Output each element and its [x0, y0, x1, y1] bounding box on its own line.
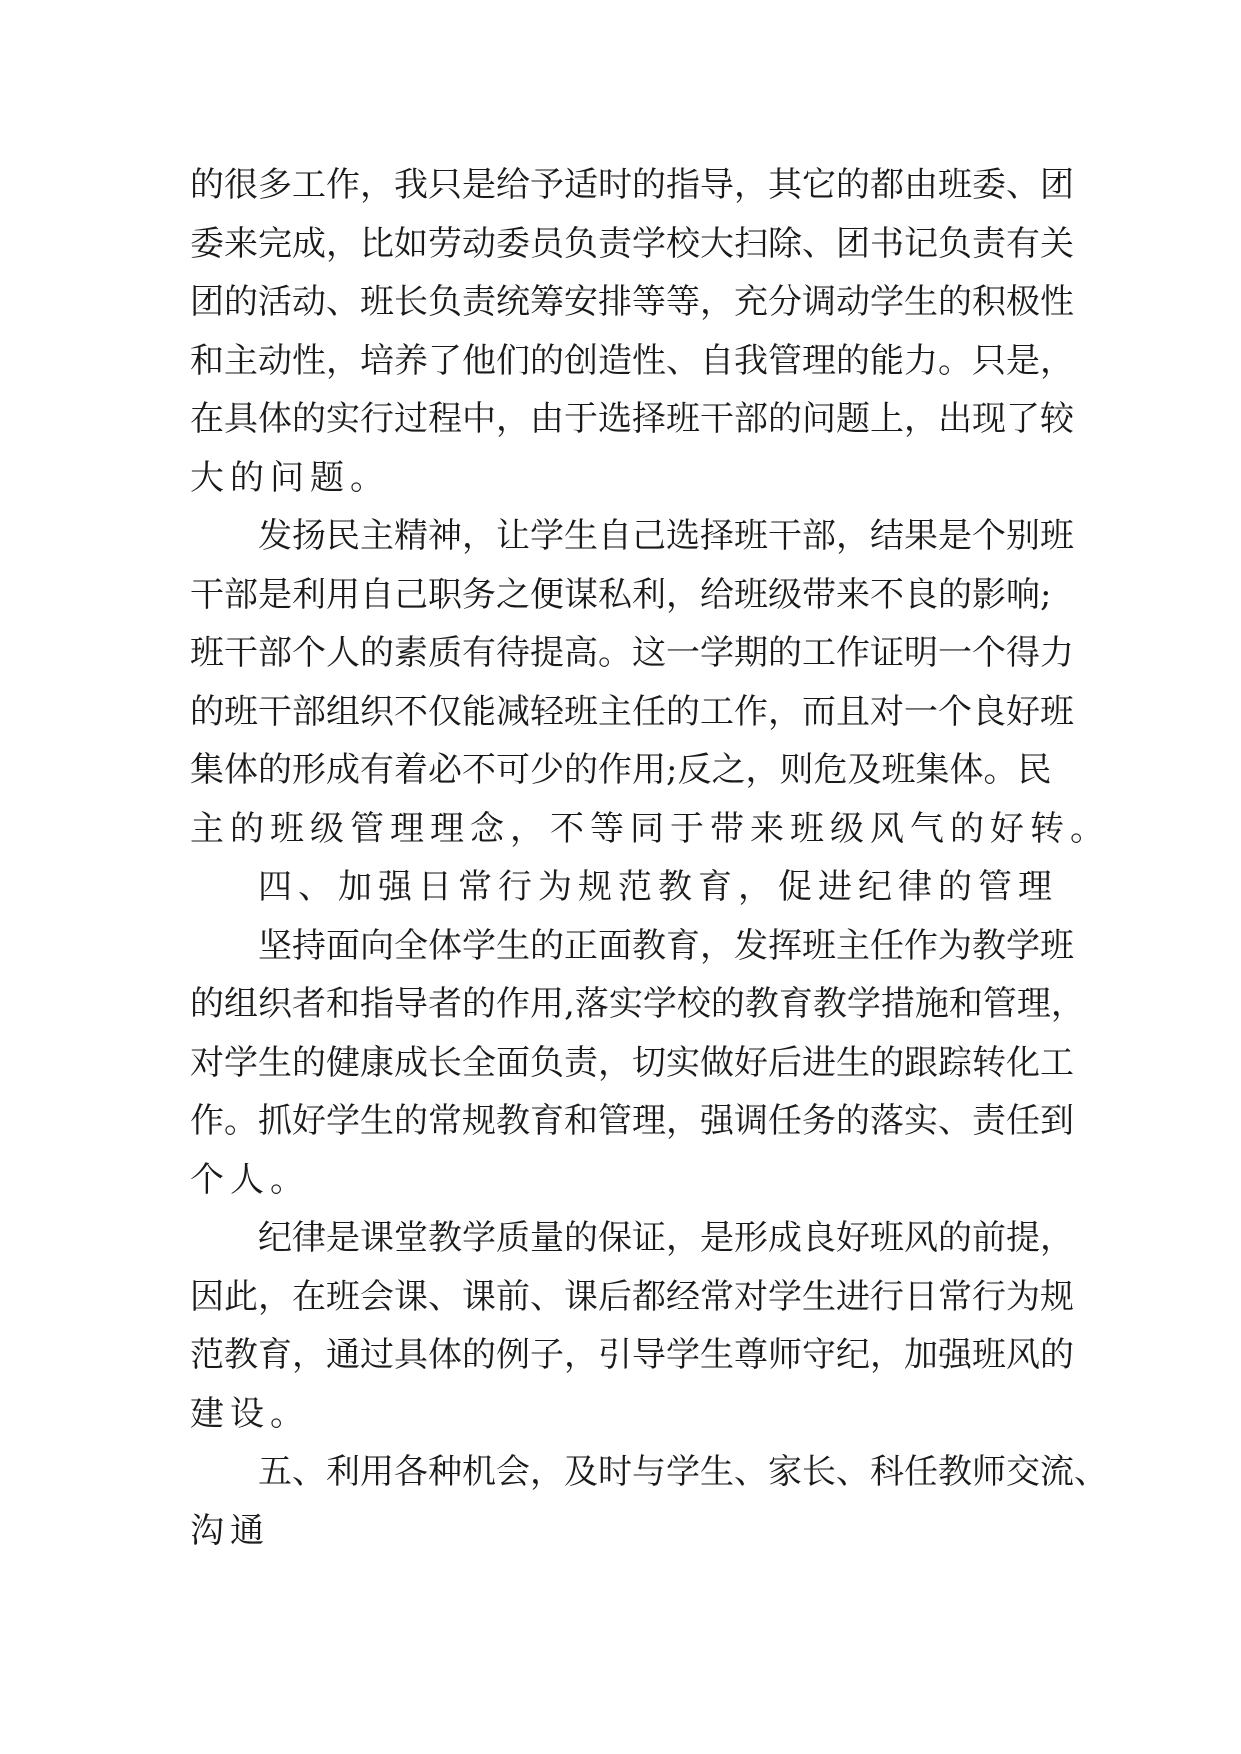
text-line: 大的问题。 [190, 457, 390, 498]
text-line: 沟通 [190, 1510, 270, 1551]
text-line: 团 的 活 动 、 班 长 负 责 统 筹 安 排 等 等 ， 充 分 调 动 学 生 的 积 极 性 [190, 282, 1074, 322]
text-line: 的 班 干 部 组 织 不 仅 能 减 轻 班 主 任 的 工 作 ， 而 且 对 一 个 良 好 班 [190, 691, 1074, 732]
text-line: 四、加强日常行为规范教育，促进纪律的管理 [258, 867, 1058, 907]
text-line: 主的班级管理理念，不等同于带来班级风气的好转。 [190, 808, 1110, 849]
text-line: 纪 律 是 课 堂 教 学 质 量 的 保 证 ， 是 形 成 良 好 班 风 的 前 提 ， [258, 1218, 1074, 1258]
text-line: 的 很 多 工 作 ， 我 只 是 给 予 适 时 的 指 导 ， 其 它 的 都 由 班 委 、 团 [190, 165, 1074, 205]
text-line: 对 学 生 的 健 康 成 长 全 面 负 责 ， 切 实 做 好 后 进 生 的 跟 踪 转 化 工 [190, 1042, 1074, 1083]
text-line: 因 此 ， 在 班 会 课 、 课 前 、 课 后 都 经 常 对 学 生 进 行 日 常 行 为 规 [190, 1276, 1074, 1317]
text-line: 和 主 动 性 ， 培 养 了 他 们 的 创 造 性 、 自 我 管 理 的 能 力 。 只 是 ， [190, 340, 1074, 381]
text-line: 委 来 完 成 ， 比 如 劳 动 委 员 负 责 学 校 大 扫 除 、 团 书 记 负 责 有 关 [190, 223, 1074, 264]
text-line: 干 部 是 利 用 自 己 职 务 之 便 谋 私 利 ， 给 班 级 带 来 不 良 的 影 响 ; [190, 574, 1052, 615]
text-line: 的 组 织 者 和 指 导 者 的 作 用 , 落 实 学 校 的 教 育 教 学 措 施 和 管 理 ， [190, 984, 1085, 1024]
text-line: 作 。 抓 好 学 生 的 常 规 教 育 和 管 理 ， 强 调 任 务 的 落 实 、 责 任 到 [190, 1101, 1074, 1141]
text-line: 班 干 部 个 人 的 素 质 有 待 提 高 。 这 一 学 期 的 工 作 证 明 一 个 得 力 [190, 633, 1074, 673]
text-line: 在 具 体 的 实 行 过 程 中 ， 由 于 选 择 班 干 部 的 问 题 上 ， 出 现 了 较 [190, 399, 1074, 439]
text-line: 发 扬 民 主 精 神 ， 让 学 生 自 己 选 择 班 干 部 ， 结 果 是 个 别 班 [258, 516, 1074, 556]
text-line: 范 教 育 ， 通 过 具 体 的 例 子 ， 引 导 学 生 尊 师 守 纪 ， 加 强 班 风 的 [190, 1335, 1074, 1375]
document-body [190, 156, 1110, 1560]
text-line: 集 体 的 形 成 有 着 必 不 可 少 的 作 用 ; 反 之 ， 则 危 及 班 集 体 。 民 [190, 750, 1052, 790]
text-line: 五 、 利 用 各 种 机 会 ， 及 时 与 学 生 、 家 长 、 科 任 教 师 交 流 、 [258, 1452, 1108, 1492]
text-line: 个人。 [190, 1159, 310, 1200]
text-line: 建设。 [190, 1393, 310, 1434]
text-line: 坚 持 面 向 全 体 学 生 的 正 面 教 育 ， 发 挥 班 主 任 作 为 教 学 班 [258, 925, 1074, 966]
